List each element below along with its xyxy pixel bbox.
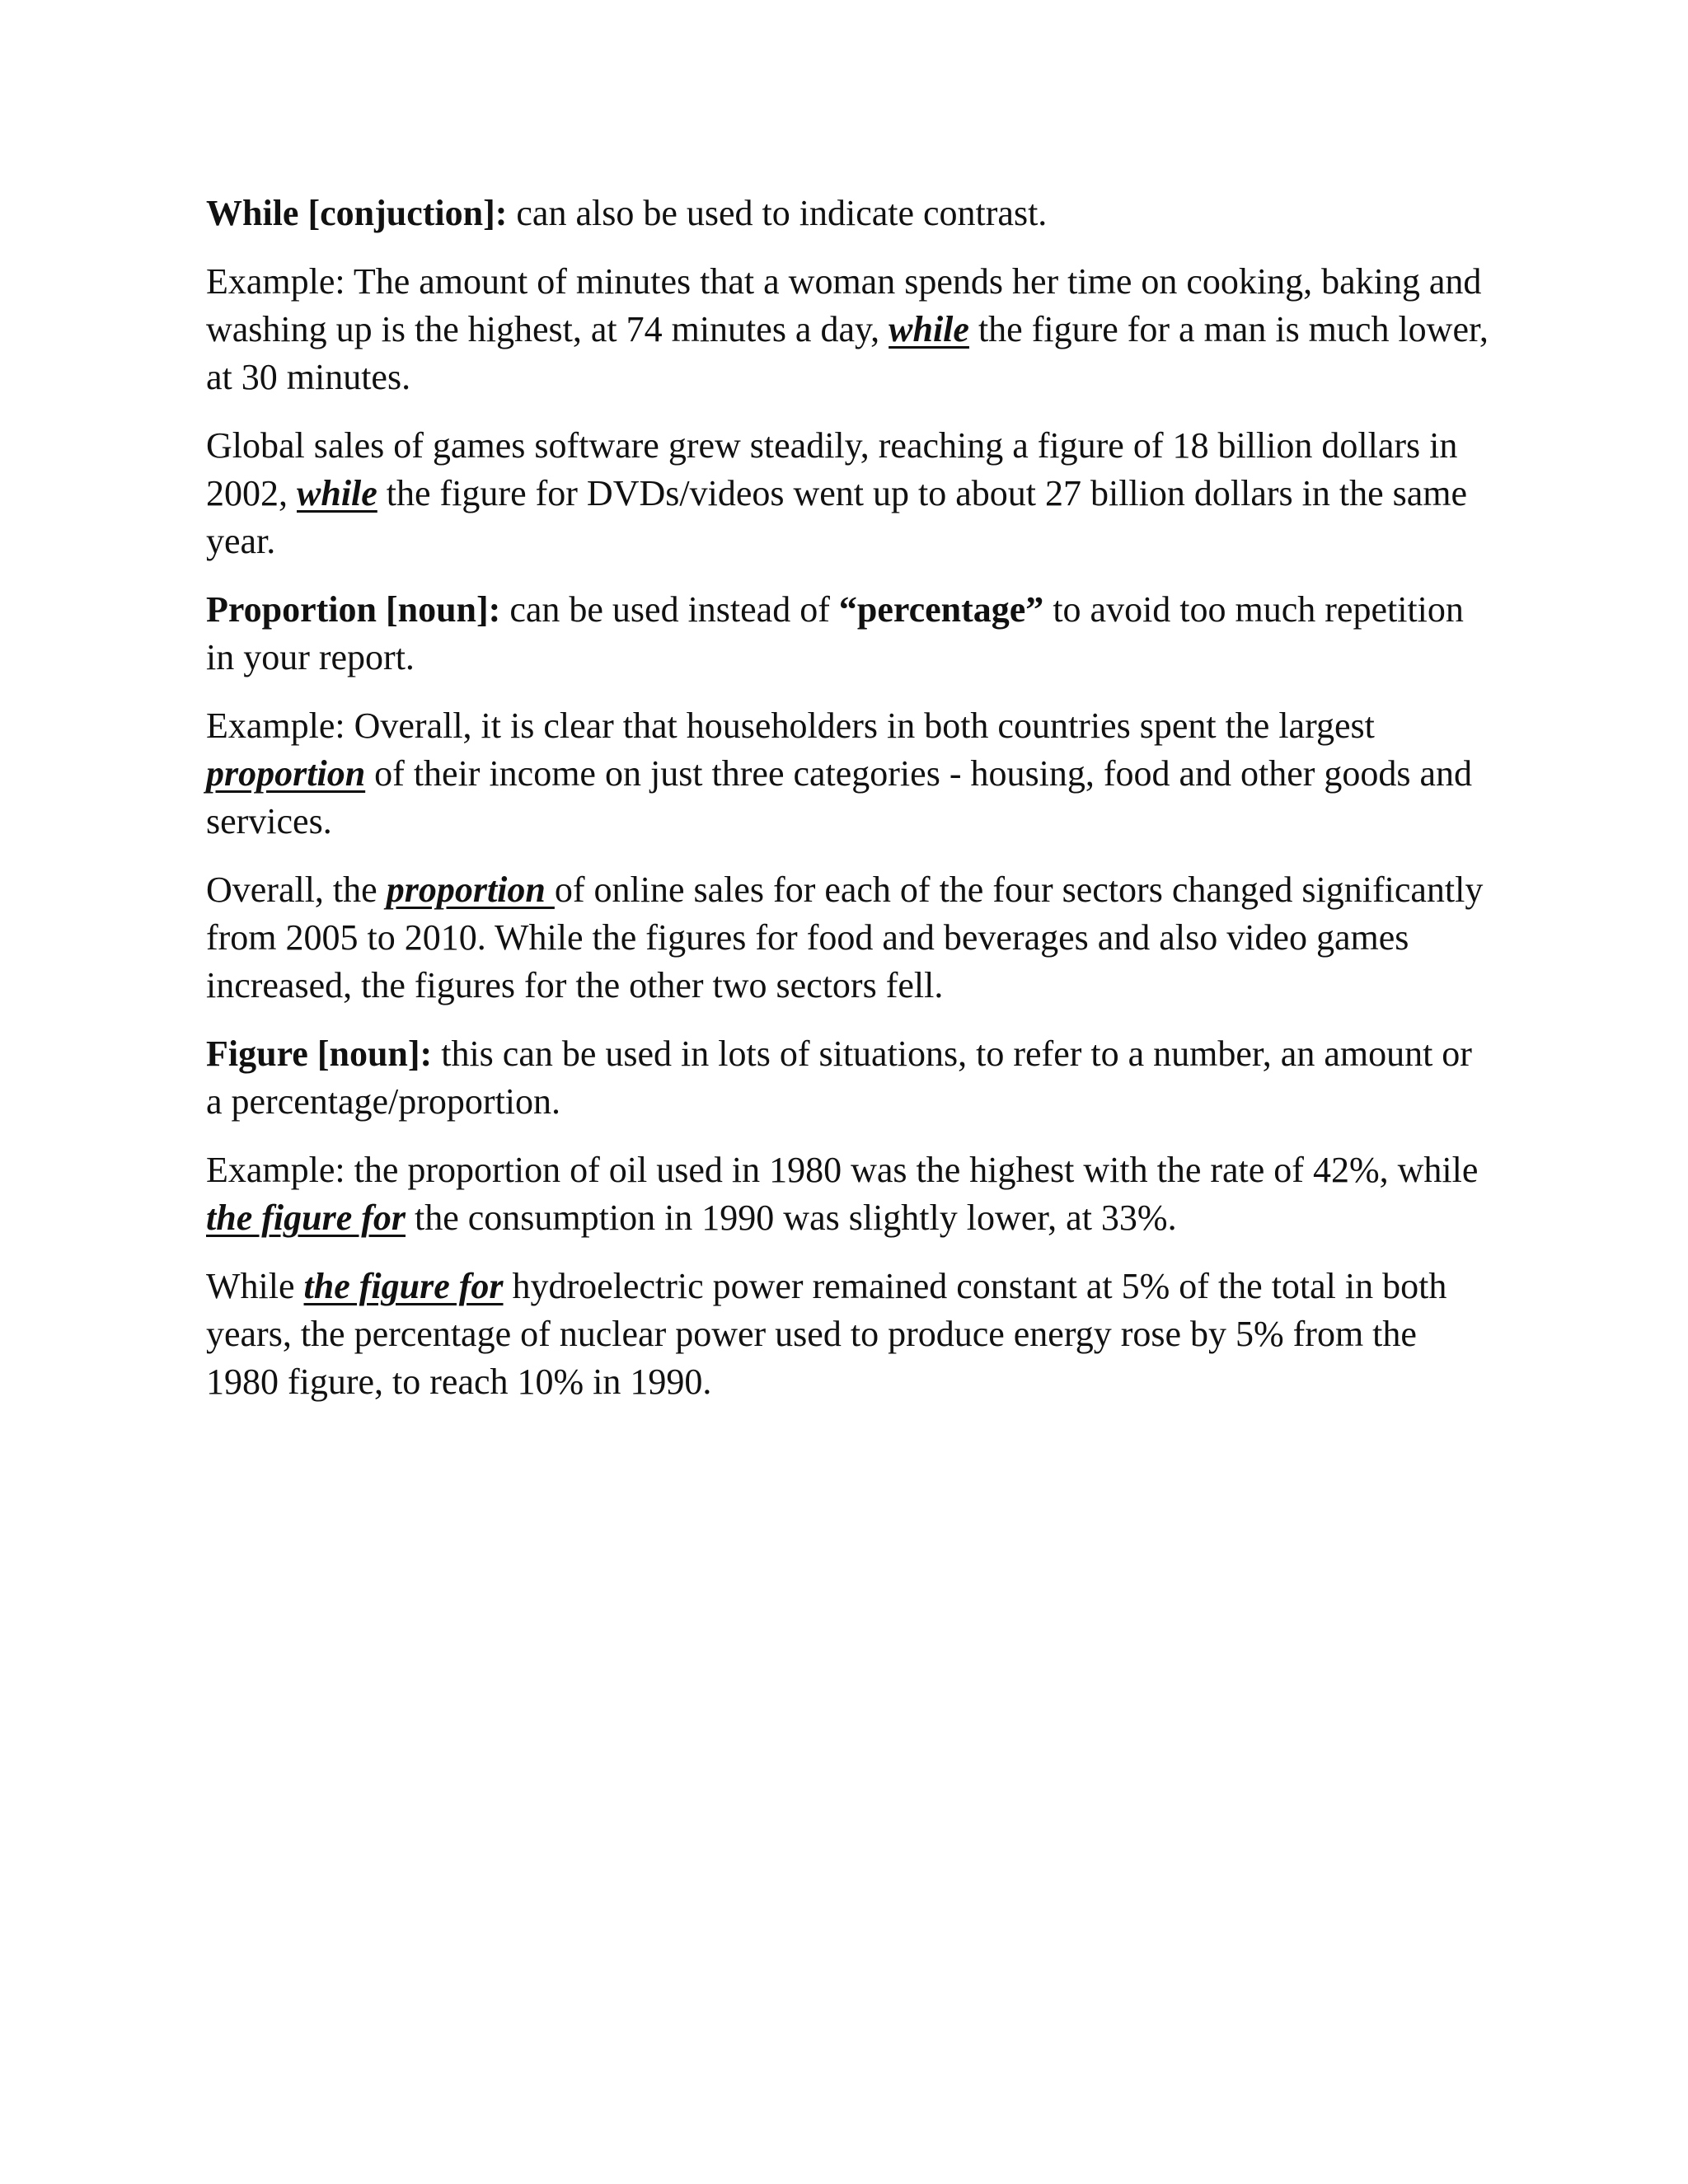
keyword-while: while bbox=[297, 473, 377, 513]
example-text: the consumption in 1990 was slightly lower, at 33%. bbox=[406, 1197, 1177, 1238]
example-figure-2 bbox=[206, 1263, 1492, 1406]
example-while-2 bbox=[206, 422, 1492, 565]
keyword-the-figure-for: the figure for bbox=[206, 1197, 406, 1238]
example-text: Example: The amount of minutes that a woman spends her time on cooking, baking and washing up is the highest, at 74 minutes a day, bbox=[206, 261, 1482, 349]
example-text: Global sales of games software grew steadily, reaching a figure of 18 billion dollars in 2002, bbox=[206, 425, 1458, 513]
keyword-while: while bbox=[889, 309, 969, 349]
example-text: While bbox=[206, 1266, 304, 1306]
example-text: Example: the proportion of oil used in 1980 was the highest with the rate of 42%, while bbox=[206, 1150, 1479, 1190]
definition-while bbox=[206, 190, 1492, 237]
example-proportion-1 bbox=[206, 702, 1492, 846]
example-text: Overall, the bbox=[206, 869, 387, 910]
example-text: of online sales for each of the four sectors changed significantly from 2005 to 2010. While the figures for food and beverages and also video games increased, the figures for the other two sectors fell. bbox=[206, 869, 1484, 1005]
quoted-term: “percentage” bbox=[838, 589, 1044, 630]
example-proportion-2 bbox=[206, 866, 1492, 1010]
example-text: the figure for a man is much lower, at 30 minutes. bbox=[206, 309, 1489, 397]
definition-text: can be used instead of bbox=[500, 589, 839, 630]
example-figure-1 bbox=[206, 1146, 1492, 1242]
example-text: hydroelectric power remained constant at 5% of the total in both years, the percentage of nuclear power used to produce energy rose by 5% from the 1980 figure, to reach 10% in 1990. bbox=[206, 1266, 1447, 1402]
example-text: Example: Overall, it is clear that householders in both countries spent the largest bbox=[206, 705, 1375, 746]
keyword-proportion: proportion bbox=[206, 753, 366, 794]
keyword-proportion: proportion bbox=[386, 869, 555, 910]
example-text: the figure for DVDs/videos went up to about 27 billion dollars in the same year. bbox=[206, 473, 1468, 561]
term-proportion: Proportion [noun]: bbox=[206, 589, 501, 630]
term-figure: Figure [noun]: bbox=[206, 1033, 433, 1074]
term-while: While [conjuction]: bbox=[206, 193, 508, 233]
example-while-1 bbox=[206, 258, 1492, 401]
definition-text: this can be used in lots of situations, to refer to a number, an amount or a percentage/proportion. bbox=[206, 1033, 1472, 1122]
keyword-the-figure-for: the figure for bbox=[303, 1266, 504, 1306]
definition-figure bbox=[206, 1030, 1492, 1126]
definition-text: can also be used to indicate contrast. bbox=[507, 193, 1048, 233]
definition-text: to avoid too much repetition in your report. bbox=[206, 589, 1464, 677]
example-text: of their income on just three categories - housing, food and other goods and services. bbox=[206, 753, 1473, 841]
definition-proportion bbox=[206, 586, 1492, 682]
document-body bbox=[206, 190, 1492, 1427]
